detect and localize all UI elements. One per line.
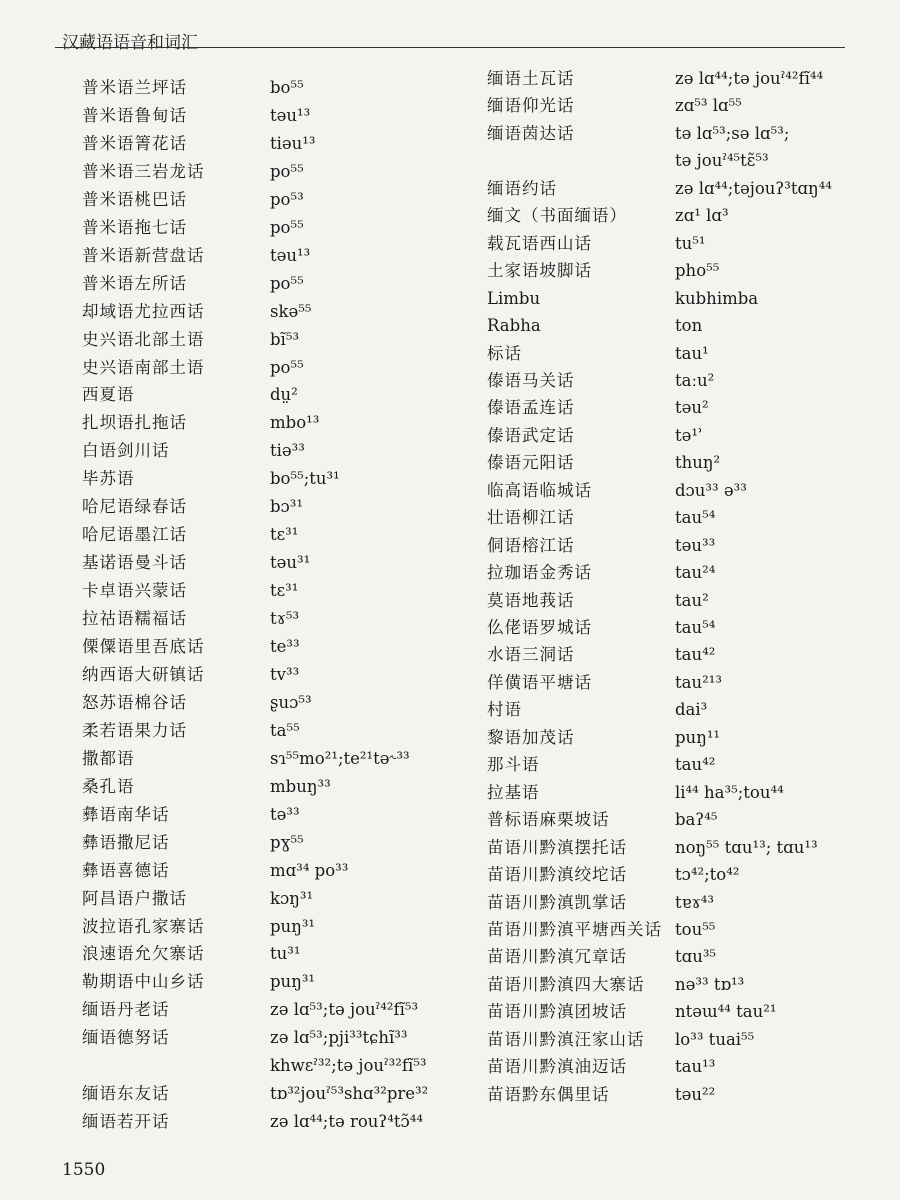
phonetic-form: sɿ⁵⁵mo²¹;te²¹tə˞³³: [270, 748, 410, 768]
phonetic-form: tɤ⁵³: [270, 609, 300, 629]
phonetic-form: dai³: [675, 700, 708, 720]
phonetic-form: ton: [675, 316, 703, 336]
phonetic-form: tə³³: [270, 804, 300, 824]
language-name: 侗语榕江话: [487, 535, 575, 555]
phonetic-form: tau⁵⁴: [675, 618, 716, 637]
phonetic-form: tɛ³¹: [270, 525, 299, 545]
language-name: 缅语若开话: [82, 1112, 170, 1132]
language-name: 临高语临城话: [487, 480, 592, 500]
language-name: 白语剑川话: [82, 441, 170, 461]
language-name: 标话: [487, 343, 522, 363]
phonetic-form: bɔ³¹: [270, 497, 304, 517]
phonetic-form: dɔu³³ ə³³: [675, 480, 747, 500]
phonetic-form: tə¹ʾ: [675, 425, 704, 445]
language-name: 村语: [487, 700, 522, 720]
phonetic-form: nə³³ tɒ¹³: [675, 974, 745, 994]
language-name: 缅语德努话: [82, 1028, 170, 1048]
language-name: 傣语元阳话: [487, 453, 575, 473]
language-name: 苗语川黔滇团坡话: [487, 1002, 627, 1022]
language-name: 苗语川黔滇凯掌话: [487, 892, 627, 912]
phonetic-form: po⁵⁵: [270, 357, 304, 377]
phonetic-form: təu³¹: [270, 553, 311, 573]
language-name: 史兴语北部土语: [82, 329, 205, 349]
phonetic-form: zə lɑ⁴⁴;təjouʔ³tɑŋ⁴⁴: [675, 178, 832, 198]
phonetic-form: tau⁴²: [675, 645, 716, 665]
phonetic-form: təu¹³: [270, 245, 311, 265]
phonetic-form: zə lɑ⁵³;tə jouˀ⁴²fĩ⁵³: [270, 1000, 419, 1020]
phonetic-form: tiəu¹³: [270, 133, 316, 153]
language-name: 彝语撒尼话: [82, 832, 170, 852]
language-name: 哈尼语绿春话: [82, 497, 187, 517]
phonetic-form: po⁵⁵: [270, 217, 304, 237]
phonetic-form: tau²⁴: [675, 563, 716, 583]
language-name: 普米语拖七话: [82, 217, 187, 237]
phonetic-form: təu²: [675, 398, 709, 418]
language-name: 缅语东友话: [82, 1084, 170, 1104]
phonetic-form: tu³¹: [270, 944, 301, 964]
language-name: 水语三洞话: [487, 645, 575, 665]
phonetic-form: təu³³: [675, 535, 716, 555]
phonetic-form: dṳ²: [270, 385, 298, 405]
phonetic-form: li⁴⁴ ha³⁵;tou⁴⁴: [675, 782, 784, 802]
phonetic-form: pɣ⁵⁵: [270, 832, 304, 852]
phonetic-form: po⁵⁵: [270, 161, 304, 181]
language-name: 普米语桃巴话: [82, 189, 187, 209]
language-name: 普米语鲁甸话: [82, 105, 187, 125]
phonetic-form: tv³³: [270, 664, 300, 684]
phonetic-form: tɑu³⁵: [675, 947, 717, 967]
language-name: 柔若语果力话: [82, 720, 187, 740]
language-name: 苗语川黔滇摆托话: [487, 837, 627, 857]
language-name: 拉基语: [487, 782, 540, 802]
language-name: 哈尼语墨江话: [82, 525, 187, 545]
header-rule: [55, 47, 845, 48]
phonetic-form: lo³³ tuai⁵⁵: [675, 1029, 755, 1049]
phonetic-form: ntəɯ⁴⁴ tau²¹: [675, 1002, 777, 1022]
phonetic-form: zɑ⁵³ lɑ⁵⁵: [675, 96, 742, 116]
language-name: 傣语武定话: [487, 425, 575, 445]
phonetic-form: skə⁵⁵: [270, 301, 312, 321]
phonetic-form: zə lɑ⁴⁴;tə jouˀ⁴²fĩ⁴⁴: [675, 69, 824, 88]
language-name: 普标语麻栗坡话: [487, 810, 610, 830]
language-name: 黎语加茂话: [487, 727, 575, 747]
phonetic-form: puŋ¹¹: [675, 727, 721, 747]
phonetic-form: bo⁵⁵: [270, 78, 304, 97]
phonetic-form: po⁵³: [270, 189, 304, 209]
language-name: 扎坝语扎拖话: [82, 413, 187, 433]
language-name: 撒都语: [82, 748, 135, 768]
phonetic-form: mbo¹³: [270, 413, 320, 433]
phonetic-form: zə lɑ⁴⁴;tə rouʔ⁴tɔ̃⁴⁴: [270, 1112, 423, 1132]
phonetic-form: khwɛˀ³²;tə jouˀ³²fĩ⁵³: [270, 1056, 427, 1076]
language-name: 苗语川黔滇冗章话: [487, 947, 627, 967]
language-name: 普米语箐花话: [82, 133, 187, 153]
language-name: 普米语新营盘话: [82, 245, 205, 265]
language-name: 缅语土瓦话: [487, 69, 575, 88]
language-name: 莫语地莪话: [487, 590, 575, 610]
phonetic-form: tau²¹³: [675, 672, 722, 692]
phonetic-form: puŋ³¹: [270, 916, 316, 936]
language-name: 浪速语允欠寨话: [82, 944, 205, 964]
language-name: 缅语茵达话: [487, 123, 575, 143]
phonetic-form: tɔ⁴²;to⁴²: [675, 865, 740, 885]
language-name: 却域语尤拉西话: [82, 301, 205, 321]
language-name: 苗语川黔滇平塘西关话: [487, 919, 662, 939]
phonetic-form: puŋ³¹: [270, 972, 316, 992]
phonetic-form: zə lɑ⁵³;pji³³tɕhĩ³³: [270, 1028, 408, 1048]
language-name: 缅语丹老话: [82, 1000, 170, 1020]
language-name: 傈僳语里吾底话: [82, 637, 205, 656]
language-name: 波拉语孔家寨话: [82, 916, 205, 936]
phonetic-form: po⁵⁵: [270, 273, 304, 293]
language-name: 苗语川黔滇油迈话: [487, 1057, 627, 1077]
phonetic-form: zɑ¹ lɑ³: [675, 206, 729, 226]
phonetic-form: mɑ³⁴ po³³: [270, 860, 349, 880]
language-name: 缅语仰光话: [487, 96, 575, 116]
language-name: 苗语黔东偶里话: [487, 1084, 610, 1104]
phonetic-form: tɐɤ⁴³: [675, 892, 715, 912]
phonetic-form: kubhimba: [675, 288, 759, 308]
language-name: 傣语马关话: [487, 370, 575, 390]
phonetic-form: təu²²: [675, 1084, 716, 1104]
language-name: 土家语坡脚话: [487, 261, 592, 281]
phonetic-form: mbuŋ³³: [270, 776, 331, 796]
language-name: 普米语三岩龙话: [82, 161, 205, 181]
phonetic-form: tau⁴²: [675, 755, 716, 775]
language-name: 西夏语: [82, 385, 135, 405]
language-name: 普米语兰坪话: [82, 78, 187, 97]
phonetic-form: noŋ⁵⁵ tɑu¹³; tɑu¹³: [675, 837, 818, 857]
phonetic-form: ʂuɔ⁵³: [270, 692, 312, 712]
language-name: 壮语柳江话: [487, 508, 575, 528]
language-name: 史兴语南部土语: [82, 357, 205, 377]
phonetic-form: tau⁵⁴: [675, 508, 716, 528]
language-name: 佯僙语平塘话: [487, 672, 592, 692]
phonetic-form: tau²: [675, 590, 709, 610]
phonetic-form: kɔŋ³¹: [270, 888, 314, 908]
language-name: 苗语川黔滇绞坨话: [487, 865, 627, 885]
phonetic-form: baʔ⁴⁵: [675, 810, 718, 830]
language-name: 苗语川黔滇四大寨话: [487, 974, 645, 994]
language-name: 缅语约话: [487, 178, 557, 198]
phonetic-form: tə jouˀ⁴⁵tɛ̃⁵³: [675, 151, 769, 171]
phonetic-form: bo⁵⁵;tu³¹: [270, 469, 340, 489]
phonetic-form: ta⁵⁵: [270, 720, 300, 740]
phonetic-form: pho⁵⁵: [675, 261, 720, 281]
phonetic-form: təu¹³: [270, 105, 311, 125]
phonetic-form: tau¹: [675, 343, 709, 363]
language-name: 桑孔语: [82, 776, 135, 796]
language-name: Rabha: [487, 316, 541, 336]
phonetic-form: thuŋ²: [675, 453, 721, 473]
phonetic-form: tɛ³¹: [270, 581, 299, 601]
phonetic-form: tu⁵¹: [675, 233, 706, 253]
language-name: 那斗语: [487, 755, 540, 775]
language-name: 彝语南华话: [82, 804, 170, 824]
phonetic-form: tiə³³: [270, 441, 305, 461]
phonetic-form: tau¹³: [675, 1057, 716, 1077]
language-name: 纳西语大研镇话: [82, 664, 205, 684]
phonetic-form: taːu²: [675, 370, 715, 390]
language-name: 拉祜语糯福话: [82, 609, 187, 629]
language-name: 基诺语曼斗话: [82, 553, 187, 573]
language-name: 怒苏语棉谷话: [82, 692, 187, 712]
phonetic-form: bĩ⁵³: [270, 329, 300, 349]
language-name: 傣语孟连话: [487, 398, 575, 418]
page-number: 1550: [62, 1160, 106, 1180]
language-name: 毕苏语: [82, 469, 135, 489]
phonetic-form: tɒ³²jouˀ⁵³shɑ³²pre³²: [270, 1084, 429, 1104]
phonetic-form: te³³: [270, 637, 300, 656]
language-name: 彝语喜德话: [82, 860, 170, 880]
language-name: 拉珈语金秀话: [487, 563, 592, 583]
running-header-title: 汉藏语语音和词汇: [62, 33, 198, 53]
language-name: 阿昌语户撒话: [82, 888, 187, 908]
language-name: 载瓦语西山话: [487, 233, 592, 253]
language-name: 仫佬语罗城话: [487, 618, 592, 637]
language-name: 苗语川黔滇汪家山话: [487, 1029, 645, 1049]
language-name: 勒期语中山乡话: [82, 972, 205, 992]
phonetic-form: tou⁵⁵: [675, 919, 716, 939]
language-name: 普米语左所话: [82, 273, 187, 293]
language-name: 卡卓语兴蒙话: [82, 581, 187, 601]
language-name: 缅文（书面缅语）: [487, 206, 627, 226]
language-name: Limbu: [487, 288, 541, 308]
phonetic-form: tə lɑ⁵³;sə lɑ⁵³;: [675, 123, 790, 143]
